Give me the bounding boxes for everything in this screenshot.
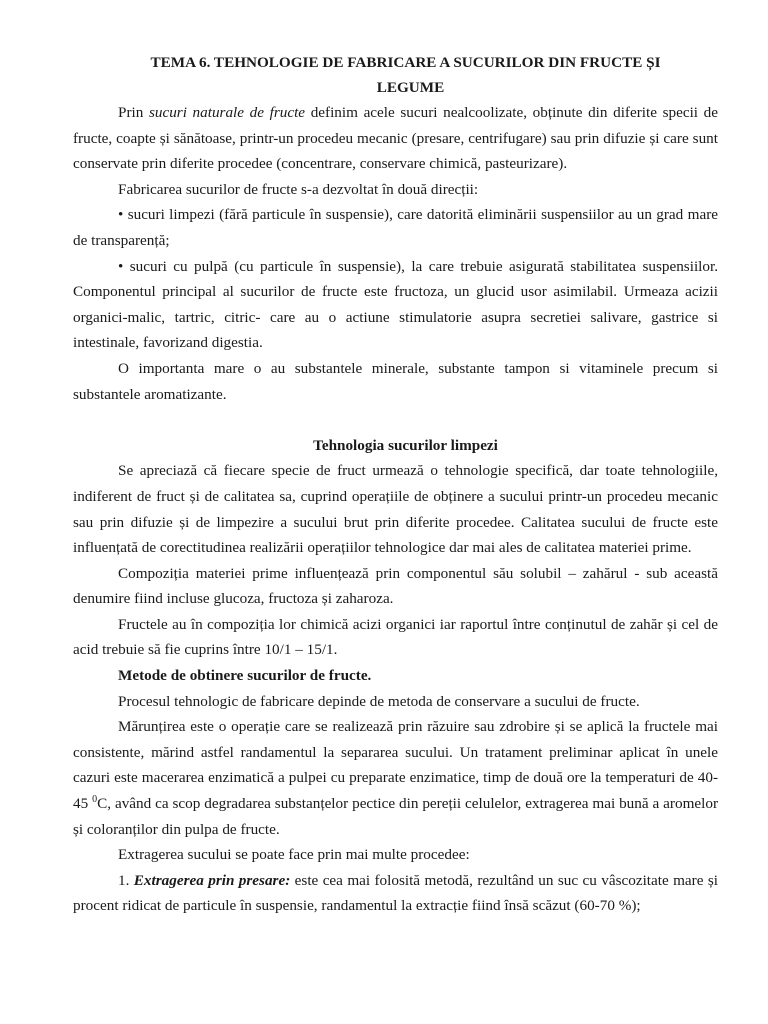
paragraph-directions: Fabricarea sucurilor de fructe s-a dezvoltat în două direcții: — [118, 180, 479, 198]
section-heading-clear-juices: Tehnologia sucurilor limpezi — [313, 436, 498, 454]
document-body — [73, 100, 718, 919]
paragraph-crushing — [73, 714, 718, 842]
title-line-2: LEGUME — [376, 79, 445, 96]
paragraph-process: Procesul tehnologic de fabricare depinde de metoda de conservare a sucului de fructe. — [118, 692, 640, 710]
title-line-1: TEMA 6. TEHNOLOGIE DE FABRICARE A SUCURILOR DIN FRUCTE ȘI — [150, 54, 661, 71]
intro-text-end: definim acele sucuri nealcoolizate, obținute din diferite specii de fructe, coapte și sănătoase, printr-un procedeu mecanic (presare, centrifugare) sau prin difuzie și care sunt conservate prin diferite procedee (concentrare, conservare chimică, pasteurizare). — [73, 104, 718, 173]
pressing-term: Extragerea prin presare: — [133, 871, 291, 889]
paragraph-composition: Compoziția materiei prime influențează prin componentul său solubil – zahărul - sub această denumire fiind incluse glucoza, fructoza și zaharoza. — [73, 564, 718, 608]
paragraph-pressing — [73, 868, 718, 919]
paragraph-technology: Se apreciază că fiecare specie de fruct urmează o tehnologie specifică, dar toate tehnologiile, indiferent de fruct și de calitatea sa, cuprind operațiile de obținere a sucului printr-un procedeu mecanic sau prin difuzie și de limpezire a sucului brut prin diferite procedee. Calitatea sucului de fructe este influențată de corectitudinea realizării operațiilor tehnologice dar mai ales de calitatea materiei prime. — [73, 462, 718, 557]
pressing-number: 1. — [118, 871, 134, 889]
crushing-text-start: Mărunțirea este o operație care se realizează prin răzuire sau zdrobire și se aplică la fructele mai consistente, mărind astfel randamentul la separarea sucului. Un tratament preliminar aplicat în unele cazuri este macerarea enzimatică a pulpei cu preparate enzimatice, timp de două ore la temperaturi de 40-45 — [73, 718, 718, 813]
bullet-clear-juices: • sucuri limpezi (fără particule în suspensie), care datorită eliminării suspensiilor au un grad mare de transparență; — [73, 206, 718, 249]
degree-superscript: 0 — [92, 794, 98, 806]
paragraph-minerals: O importanta mare o au substantele minerale, substante tampon si vitaminele precum si substantele aromatizante. — [73, 359, 718, 403]
intro-term: sucuri naturale de fructe — [148, 104, 306, 121]
paragraph-intro — [73, 100, 718, 177]
section-heading-methods: Metode de obtinere sucurilor de fructe. — [118, 667, 372, 685]
intro-text-start: Prin — [118, 104, 149, 121]
crushing-text-end: C, având ca scop degradarea substanțelor pectice din pereții celulelor, extragerea mai bună a aromelor și coloranților din pulpa de fructe. — [73, 795, 718, 838]
paragraph-extraction: Extragerea sucului se poate face prin mai multe procedee: — [118, 846, 470, 864]
pressing-text: este cea mai folosită metodă, rezultând un suc cu vâscozitate mare și procent ridicat de particule în suspensie, randamentul la extracție fiind însă scăzut (60-70 %); — [73, 871, 719, 915]
paragraph-acids: Fructele au în compoziția lor chimică acizi organici iar raportul între conținutul de zahăr și cel de acid trebuie să fie cuprins între 10/1 – 15/1. — [73, 615, 718, 659]
bullet-pulp-juices: • sucuri cu pulpă (cu particule în suspensie), la care trebuie asigurată stabilitatea suspensiilor. Componentul principal al sucurilor de fructe este fructoza, un glucid usor asimilabil. Urmeaza acizii organici-malic, tartric, citric- care au o actiune stimulatorie asupra secretiei salivare, gastrice si intestinale, favorizand digestia. — [73, 257, 718, 352]
page-title — [73, 50, 718, 100]
